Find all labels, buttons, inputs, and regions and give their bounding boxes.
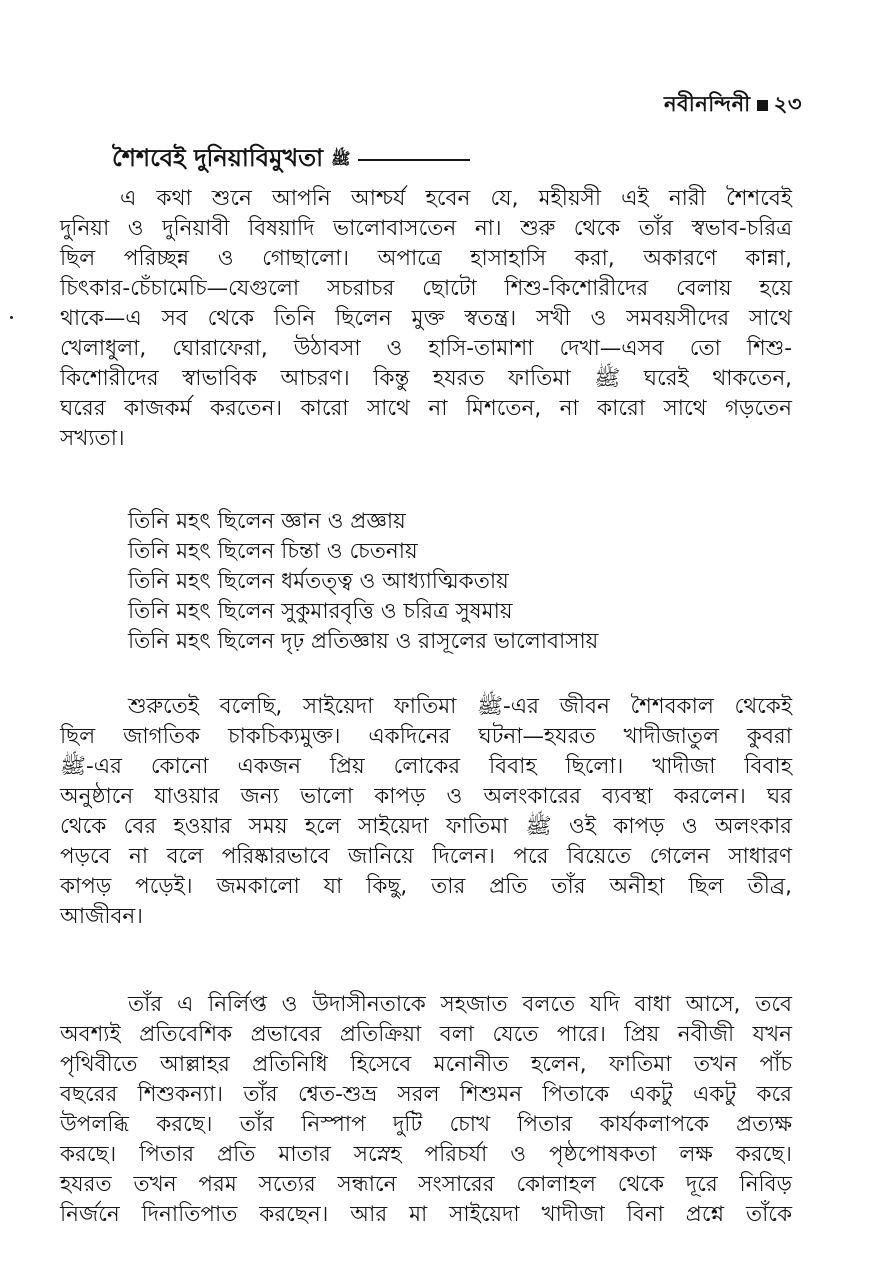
square-bullet-icon: [757, 100, 768, 111]
text-line: খেলাধুলা, ঘোরাফেরা, উঠাবসা ও হাসি-তামাশা দেখা—এসব তো শিশু-: [60, 336, 792, 361]
running-header: [664, 88, 802, 123]
text-line: সখ্যতা।: [60, 426, 125, 451]
paragraph-2: [60, 692, 792, 932]
text-line: থেকে বের হওয়ার সময় হলে সাইয়েদা ফাতিমা ﷺ ওই কাপড় ও অলংকার: [60, 814, 793, 839]
text-line: আজীবন।: [60, 904, 143, 929]
heading-rule: [358, 159, 470, 161]
book-title: নবীনন্দিনী: [664, 92, 751, 116]
text-line: ছিল পরিচ্ছন্ন ও গোছালো। অপাত্রে হাসাহাসি করা, অকারণে কান্না,: [60, 246, 792, 271]
margin-dot: [10, 316, 13, 319]
verse-block: [128, 506, 598, 656]
text-line: চিৎকার-চেঁচামেচি—যেগুলো সচরাচর ছোটো শিশু-কিশোরীদের বেলায় হয়ে: [60, 276, 792, 301]
verse-line: তিনি মহৎ ছিলেন ধর্মতত্ত্ব ও আধ্যাত্মিকতায়: [128, 569, 509, 594]
text-line: ছিল জাগতিক চাকচিক্যমুক্ত। একদিনের ঘটনা—হযরত খাদীজাতুল কুবরা: [60, 724, 792, 749]
verse-line: তিনি মহৎ ছিলেন চিন্তা ও চেতনায়: [128, 539, 418, 564]
text-line: ঘরের কাজকর্ম করতেন। কারো সাথে না মিশতেন, না কারো সাথে গড়তেন: [60, 396, 792, 421]
paragraph-3: [60, 990, 792, 1230]
verse-line: তিনি মহৎ ছিলেন দৃঢ় প্রতিজ্ঞায় ও রাসূলের ভালোবাসায়: [128, 629, 599, 654]
section-title: শৈশবেই দুনিয়াবিমুখতা: [112, 144, 324, 172]
text-line: শুরুতেই বলেছি, সাইয়েদা ফাতিমা ﷺ-এর জীবন শৈশবকাল থেকেই: [128, 694, 793, 719]
verse-line: তিনি মহৎ ছিলেন জ্ঞান ও প্রজ্ঞায়: [128, 509, 406, 534]
text-line: বছরের শিশুকন্যা। তাঁর শ্বেত-শুভ্র সরল শিশুমন পিতাকে একটু একটু করে: [60, 1082, 792, 1107]
page-number: ২৩: [773, 92, 802, 116]
text-line: অবশ্যই প্রতিবেশিক প্রভাবের প্রতিক্রিয়া বলা যেতে পারে। প্রিয় নবীজী যখন: [60, 1022, 792, 1047]
text-line: পৃথিবীতে আল্লাহর প্রতিনিধি হিসেবে মনোনীত হলেন, ফাতিমা তখন পাঁচ: [60, 1052, 792, 1077]
text-line: উপলব্ধি করছে। তাঁর নিস্পাপ দুটি চোখ পিতার কার্যকলাপকে প্রত্যক্ষ: [60, 1112, 792, 1137]
text-line: এ কথা শুনে আপনি আশ্চর্য হবেন যে, মহীয়সী এই নারী শৈশবেই: [120, 186, 792, 211]
text-line: অনুষ্ঠানে যাওয়ার জন্য ভালো কাপড় ও অলংকারের ব্যবস্থা করলেন। ঘর: [60, 784, 792, 809]
text-line: তাঁর এ নির্লিপ্ত ও উদাসীনতাকে সহজাত বলতে যদি বাধা আসে, তবে: [128, 992, 792, 1017]
text-line: করছে। পিতার প্রতি মাতার সস্নেহ পরিচর্যা ও পৃষ্ঠপোষকতা লক্ষ করছে।: [60, 1142, 792, 1167]
text-line: দুনিয়া ও দুনিয়াবী বিষয়াদি ভালোবাসতেন না। শুরু থেকে তাঁর স্বভাব-চরিত্র: [60, 216, 792, 241]
section-heading: [112, 140, 470, 180]
text-line: কিশোরীদের স্বাভাবিক আচরণ। কিন্তু হযরত ফাতিমা ﷺ ঘরেই থাকতেন,: [60, 366, 792, 391]
paragraph-1: [60, 184, 792, 454]
text-line: থাকে—এ সব থেকে তিনি ছিলেন মুক্ত স্বতন্ত্র। সখী ও সমবয়সীদের সাথে: [60, 306, 792, 331]
text-line: নির্জনে দিনাতিপাত করছেন। আর মা সাইয়েদা খাদীজা বিনা প্রশ্নে তাঁকে: [60, 1202, 792, 1227]
verse-line: তিনি মহৎ ছিলেন সুকুমারবৃত্তি ও চরিত্র সুষমায়: [128, 599, 513, 624]
text-line: হযরত তখন পরম সত্যের সন্ধানে সংসারের কোলাহল থেকে দূরে নিবিড়: [60, 1172, 792, 1197]
text-line: কাপড় পড়েই। জমকালো যা কিছু, তার প্রতি তাঁর অনীহা ছিল তীব্র,: [60, 874, 792, 899]
text-line: ﷺ-এর কোনো একজন প্রিয় লোকের বিবাহ ছিলো। খাদীজা বিবাহ: [60, 754, 792, 779]
text-line: পড়বে না বলে পরিষ্কারভাবে জানিয়ে দিলেন। পরে বিয়েতে গেলেন সাধারণ: [60, 844, 792, 869]
calligraphy-ornament-icon: ﷺ: [331, 148, 351, 168]
